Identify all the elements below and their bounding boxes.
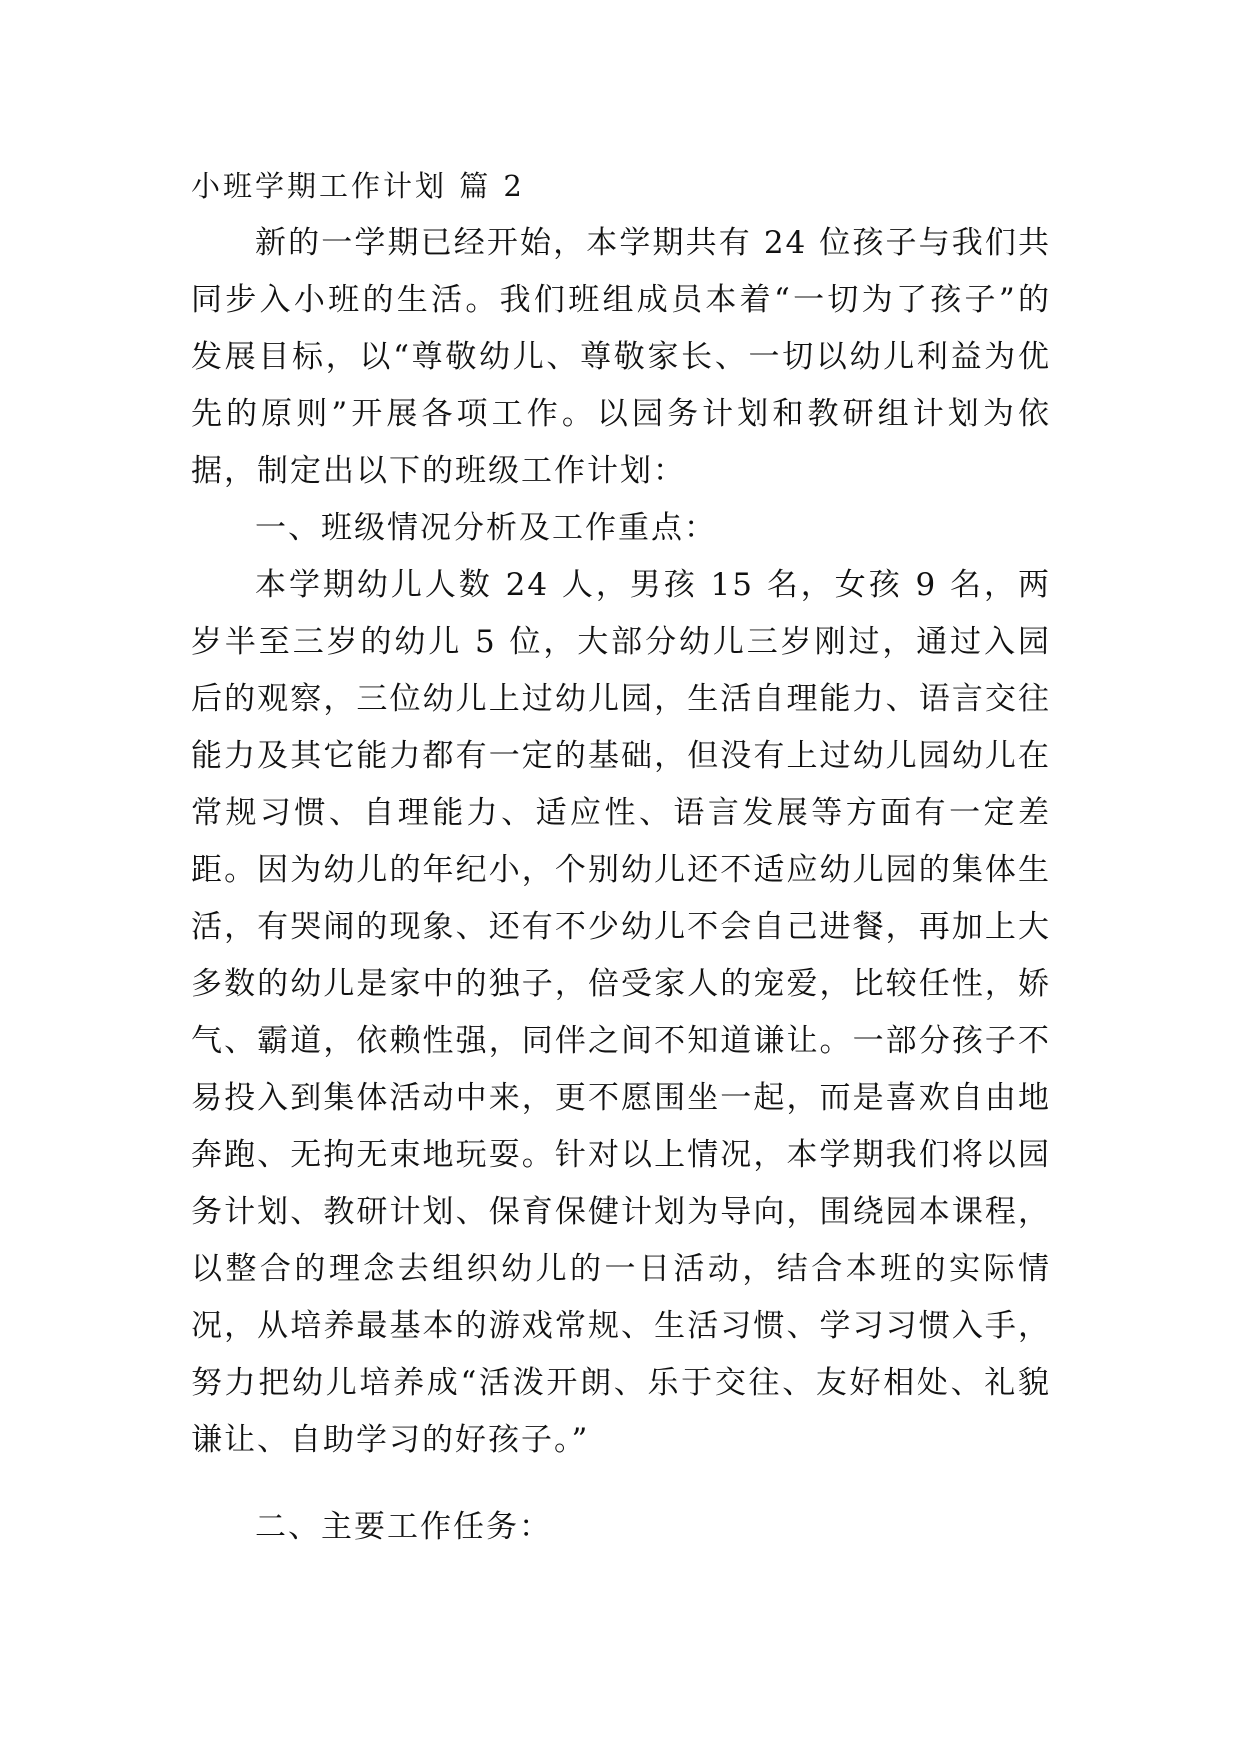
section-2-heading: 二、主要工作任务： [255,1509,552,1545]
section-1-heading: 一、班级情况分析及工作重点： [255,510,717,546]
section-spacer [191,1469,1051,1499]
intro-paragraph: 新的一学期已经开始，本学期共有 24 位孩子与我们共同步入小班的生活。我们班组成员本着“一切为了孩子”的发展目标，以“尊敬幼儿、尊敬家长、一切以幼儿利益为优先的原则”开展各项工作。以园务计划和教研组计划为依据，制定出以下的班级工作计划： [191,225,1051,489]
document-title: 小班学期工作计划 篇 2 [191,169,525,203]
document-body [191,158,1051,1556]
section-1-paragraph: 本学期幼儿人数 24 人，男孩 15 名，女孩 9 名，两岁半至三岁的幼儿 5 位，大部分幼儿三岁刚过，通过入园后的观察，三位幼儿上过幼儿园，生活自理能力、语言交往能力及其它能力都有一定的基础，但没有上过幼儿园幼儿在常规习惯、自理能力、适应性、语言发展等方面有一定差距。因为幼儿的年纪小，个别幼儿还不适应幼儿园的集体生活，有哭闹的现象、还有不少幼儿不会自己进餐，再加上大多数的幼儿是家中的独子，倍受家人的宠爱，比较任性，娇气、霸道，依赖性强，同伴之间不知道谦让。一部分孩子不易投入到集体活动中来，更不愿围坐一起，而是喜欢自由地奔跑、无拘无束地玩耍。针对以上情况，本学期我们将以园务计划、教研计划、保育保健计划为导向，围绕园本课程，以整合的理念去组织幼儿的一日活动，结合本班的实际情况，从培养最基本的游戏常规、生活习惯、学习习惯入手，努力把幼儿培养成“活泼开朗、乐于交往、友好相处、礼貌谦让、自助学习的好孩子。” [191,567,1051,1458]
